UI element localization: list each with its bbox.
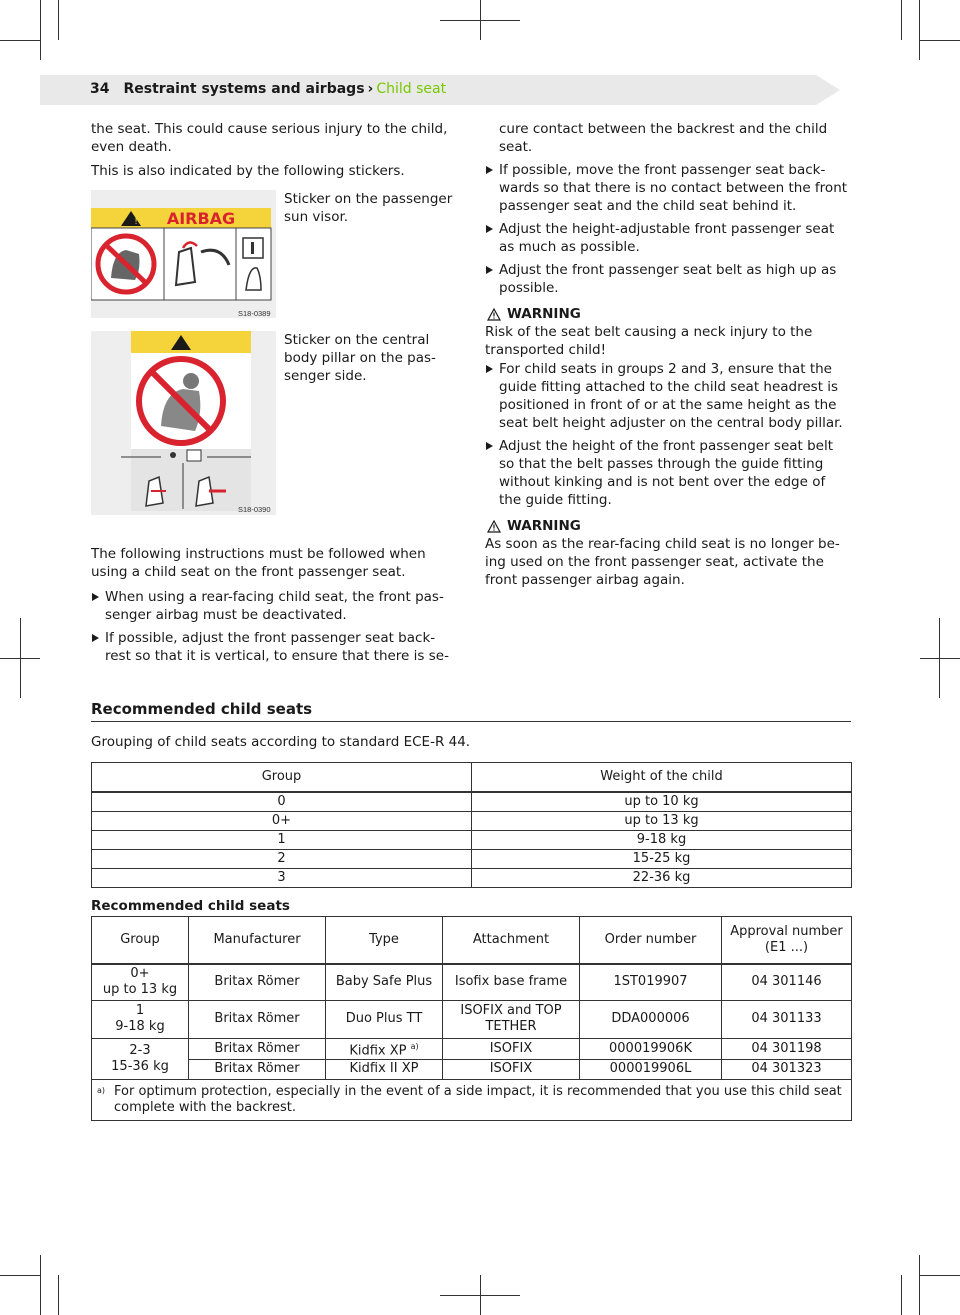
- table-cell: Britax Römer: [189, 964, 326, 1000]
- paragraph: The following instructions must be followed when using a child seat on the front passenger seat.: [91, 546, 426, 580]
- subsection-title: Recommended child seats: [91, 898, 290, 914]
- column-header: Weight of the child: [472, 763, 852, 793]
- recommended-seats-table: [91, 916, 852, 1121]
- table-row: [92, 1059, 852, 1079]
- warning-heading: WARNING: [485, 305, 851, 323]
- breadcrumb-separator: ›: [367, 81, 374, 97]
- bullet-item: Adjust the height of the front passenger seat belt so that the belt passes through the guide fitting without kinking and is not bent over the edge of the guide fitting.: [485, 437, 851, 509]
- bullet-item: For child seats in groups 2 and 3, ensure that the guide fitting attached to the child seat headrest is positioned in front of or at the same height as the seat belt height adjuster on the central body pillar.: [485, 360, 851, 432]
- crop-mark: [480, 1275, 481, 1315]
- crop-mark: [40, 0, 41, 60]
- table-cell: 000019906L: [580, 1059, 722, 1079]
- bullet-item: If possible, adjust the front passenger seat back-rest so that it is vertical, to ensure that there is se-: [91, 629, 461, 665]
- sticker-body-pillar-image: [91, 331, 276, 515]
- table-cell: 04 301323: [722, 1059, 852, 1079]
- right-column: [485, 120, 851, 589]
- footnote-ref: a): [410, 1041, 419, 1051]
- crop-mark: [920, 658, 960, 659]
- table-cell: 9-18 kg: [472, 831, 852, 850]
- crop-mark: [20, 618, 21, 698]
- table-cell: 1ST019907: [580, 964, 722, 1000]
- table-row: [92, 831, 852, 850]
- table-cell: up to 10 kg: [472, 792, 852, 812]
- crop-mark: [40, 1255, 41, 1315]
- table-cell: Duo Plus TT: [326, 1000, 443, 1038]
- column-header: Type: [326, 917, 443, 965]
- table-cell: 0+: [92, 812, 472, 831]
- crop-mark: [58, 0, 59, 40]
- crop-mark: [901, 1275, 902, 1315]
- table-cell: ISOFIX: [443, 1059, 580, 1079]
- sticker-caption: Sticker on the central body pillar on the pas-senger side.: [284, 332, 436, 384]
- warning-triangle-icon: [487, 308, 501, 321]
- table-cell: 3: [92, 869, 472, 888]
- crop-mark: [0, 1275, 40, 1276]
- footnote-mark: a): [97, 1085, 106, 1095]
- svg-text:!: !: [134, 217, 138, 227]
- column-header: Attachment: [443, 917, 580, 965]
- footnote-cell: [92, 1079, 852, 1120]
- table-cell: ISOFIX and TOP TETHER: [443, 1000, 580, 1038]
- breadcrumb-main: Restraint systems and airbags: [123, 81, 365, 97]
- table-row: [92, 869, 852, 888]
- column-header: Approval number (E1 ...): [722, 917, 852, 965]
- table-cell: 1 9-18 kg: [92, 1000, 189, 1038]
- crop-mark: [0, 40, 40, 41]
- bullet-item: When using a rear-facing child seat, the front pas-senger airbag must be deactivated.: [91, 588, 461, 624]
- table-cell: up to 13 kg: [472, 812, 852, 831]
- intro-text: Grouping of child seats according to standard ECE-R 44.: [91, 734, 471, 750]
- table-cell: 000019906K: [580, 1038, 722, 1059]
- crop-mark: [939, 618, 940, 698]
- footnote-text: For optimum protection, especially in the event of a side impact, it is recommended that you use this child seat complete with the backrest.: [114, 1083, 842, 1115]
- crop-mark: [919, 1255, 920, 1315]
- crop-mark: [920, 40, 960, 41]
- table-cell: 0+ up to 13 kg: [92, 964, 189, 1000]
- table-cell: ISOFIX: [443, 1038, 580, 1059]
- table-cell: DDA000006: [580, 1000, 722, 1038]
- table-row: [92, 964, 852, 1000]
- table-cell: Isofix base frame: [443, 964, 580, 1000]
- table-cell: 15-25 kg: [472, 850, 852, 869]
- breadcrumb-current: Child seat: [376, 81, 447, 97]
- crop-mark: [480, 0, 481, 40]
- table-cell: 04 301146: [722, 964, 852, 1000]
- column-header: Group: [92, 917, 189, 965]
- warning-text: Risk of the seat belt causing a neck injury to the transported child!: [485, 324, 813, 358]
- table-cell: Baby Safe Plus: [326, 964, 443, 1000]
- warning-text: As soon as the rear-facing child seat is no longer be-ing used on the front passenger seat, activate the front passenger airbag again.: [485, 536, 840, 588]
- crop-mark: [58, 1275, 59, 1315]
- warning-triangle-icon: [487, 520, 501, 533]
- sticker-airbag-label: AIRBAG: [166, 209, 236, 228]
- image-code: S18-0390: [238, 505, 271, 514]
- table-cell: Kidfix II XP: [326, 1059, 443, 1079]
- table-row: [92, 792, 852, 812]
- table-cell: 1: [92, 831, 472, 850]
- table-cell: 2: [92, 850, 472, 869]
- table-cell: Britax Römer: [189, 1059, 326, 1079]
- table-cell: Kidfix XP $^{a)}$: [326, 1038, 443, 1059]
- column-header: Group: [92, 763, 472, 793]
- section-title: Recommended child seats: [91, 700, 851, 722]
- table-cell: Britax Römer: [189, 1000, 326, 1038]
- crop-mark: [919, 0, 920, 60]
- table-footnote-row: [92, 1079, 852, 1120]
- bullet-item: If possible, move the front passenger seat back-wards so that there is no contact between the front passenger seat and the child seat behind it.: [485, 161, 851, 215]
- table-row: [92, 812, 852, 831]
- left-column: [91, 120, 461, 186]
- table-cell: 2-3 15-36 kg: [92, 1038, 189, 1079]
- sticker-caption: Sticker on the passenger sun visor.: [284, 191, 453, 225]
- left-column-lower: [91, 545, 461, 670]
- column-header: Manufacturer: [189, 917, 326, 965]
- page-number: 34: [90, 81, 110, 97]
- warning-heading: WARNING: [485, 517, 851, 535]
- crop-mark: [901, 0, 902, 40]
- group-weight-table: [91, 762, 852, 888]
- table-cell: 0: [92, 792, 472, 812]
- table-cell: Britax Römer: [189, 1038, 326, 1059]
- sticker-sun-visor-image: [91, 190, 276, 318]
- crop-mark: [920, 1275, 960, 1276]
- table-row: [92, 850, 852, 869]
- paragraph: the seat. This could cause serious injury to the child, even death.: [91, 121, 448, 155]
- table-cell: 04 301133: [722, 1000, 852, 1038]
- image-code: S18-0389: [238, 309, 271, 318]
- table-row: [92, 1000, 852, 1038]
- table-row: [92, 1038, 852, 1059]
- breadcrumb: [90, 81, 446, 97]
- bullet-item: Adjust the front passenger seat belt as high up as possible.: [485, 261, 851, 297]
- table-cell: 22-36 kg: [472, 869, 852, 888]
- column-header: Order number: [580, 917, 722, 965]
- table-cell: 04 301198: [722, 1038, 852, 1059]
- bullet-item: Adjust the height-adjustable front passenger seat as much as possible.: [485, 220, 851, 256]
- paragraph-continued: cure contact between the backrest and the child seat.: [499, 121, 828, 155]
- paragraph: This is also indicated by the following stickers.: [91, 163, 405, 179]
